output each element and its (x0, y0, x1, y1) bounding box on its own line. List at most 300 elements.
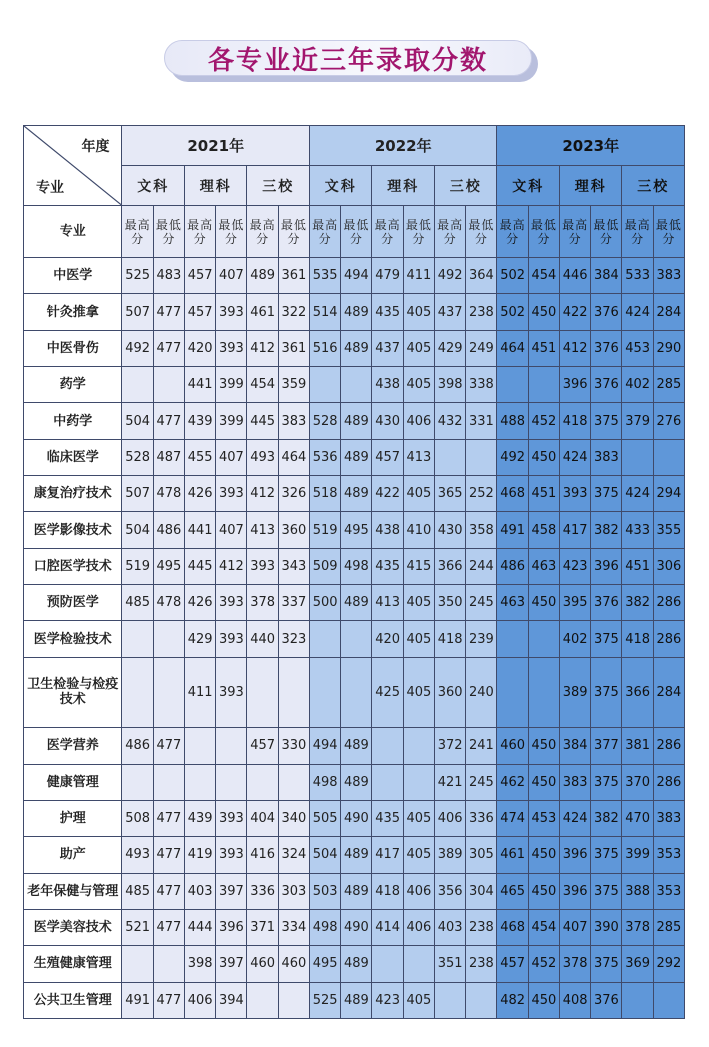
score-cell: 424 (559, 800, 590, 836)
score-cell: 376 (591, 585, 622, 621)
score-cell: 378 (622, 909, 653, 945)
type-header-2021-2: 三校 (247, 166, 310, 206)
major-name: 药学 (24, 367, 122, 403)
score-cell: 437 (372, 330, 403, 366)
score-cell: 337 (278, 585, 309, 621)
score-cell: 463 (528, 548, 559, 584)
score-cell: 245 (466, 764, 497, 800)
score-cell: 519 (309, 512, 340, 548)
score-cell: 494 (309, 728, 340, 764)
score-cell: 245 (466, 585, 497, 621)
table-row (24, 403, 685, 439)
score-cell: 461 (497, 837, 528, 873)
score-cell: 395 (559, 585, 590, 621)
score-cell: 402 (622, 367, 653, 403)
score-cell: 294 (653, 476, 684, 512)
score-cell: 406 (403, 873, 434, 909)
score-cell: 424 (559, 439, 590, 475)
score-cell: 322 (278, 294, 309, 330)
score-cell: 477 (153, 403, 184, 439)
score-cell: 417 (559, 512, 590, 548)
table-row (24, 548, 685, 584)
score-cell: 383 (559, 764, 590, 800)
score-cell: 413 (372, 585, 403, 621)
score-cell: 486 (122, 728, 153, 764)
score-cell (528, 367, 559, 403)
score-cell: 306 (653, 548, 684, 584)
score-cell: 452 (528, 403, 559, 439)
score-cell: 450 (528, 728, 559, 764)
score-cell: 370 (622, 764, 653, 800)
table-row (24, 294, 685, 330)
score-cell: 405 (403, 585, 434, 621)
score-cell: 468 (497, 476, 528, 512)
major-name: 医学美容技术 (24, 909, 122, 945)
score-cell: 533 (622, 258, 653, 294)
score-cell: 393 (559, 476, 590, 512)
score-cell: 375 (591, 946, 622, 982)
score-cell: 464 (278, 439, 309, 475)
score-cell (622, 439, 653, 475)
score-cell: 493 (122, 837, 153, 873)
score-cell (466, 982, 497, 1018)
score-cell: 403 (434, 909, 465, 945)
score-cell: 485 (122, 585, 153, 621)
score-cell: 402 (559, 621, 590, 657)
score-cell: 477 (153, 294, 184, 330)
score-cell: 405 (403, 800, 434, 836)
score-cell (309, 367, 340, 403)
score-cell: 457 (184, 294, 215, 330)
score-cell: 503 (309, 873, 340, 909)
min-score-header-2023-0: 最低分 (528, 206, 559, 258)
max-score-header-2023-1: 最高分 (559, 206, 590, 258)
table-row (24, 512, 685, 548)
score-cell: 375 (591, 873, 622, 909)
score-cell: 536 (309, 439, 340, 475)
score-cell: 498 (309, 909, 340, 945)
score-cell: 397 (216, 946, 247, 982)
max-score-header-2022-2: 最高分 (434, 206, 465, 258)
header-row-types (24, 166, 685, 206)
score-cell: 365 (434, 476, 465, 512)
score-cell (278, 657, 309, 727)
table-row (24, 330, 685, 366)
score-cell: 465 (497, 873, 528, 909)
score-cell: 334 (278, 909, 309, 945)
score-cell: 461 (247, 294, 278, 330)
score-cell: 412 (216, 548, 247, 584)
score-cell: 502 (497, 294, 528, 330)
major-name: 中药学 (24, 403, 122, 439)
score-cell: 491 (497, 512, 528, 548)
score-cell: 412 (247, 330, 278, 366)
score-cell: 489 (247, 258, 278, 294)
score-cell (341, 367, 372, 403)
score-cell (153, 764, 184, 800)
score-cell: 439 (184, 403, 215, 439)
score-cell: 417 (372, 837, 403, 873)
max-score-header-2021-2: 最高分 (247, 206, 278, 258)
score-cell: 518 (309, 476, 340, 512)
score-cell: 528 (309, 403, 340, 439)
score-cell: 323 (278, 621, 309, 657)
score-cell: 454 (247, 367, 278, 403)
major-name: 卫生检验与检疫技术 (24, 657, 122, 727)
score-cell: 450 (528, 585, 559, 621)
score-cell: 470 (622, 800, 653, 836)
score-cell: 418 (559, 403, 590, 439)
score-cell: 495 (341, 512, 372, 548)
score-cell: 238 (466, 909, 497, 945)
score-cell: 445 (247, 403, 278, 439)
score-cell: 435 (372, 800, 403, 836)
score-cell: 382 (591, 512, 622, 548)
score-cell: 463 (497, 585, 528, 621)
score-cell: 376 (591, 294, 622, 330)
major-name: 公共卫生管理 (24, 982, 122, 1018)
score-cell: 403 (184, 873, 215, 909)
score-cell: 453 (528, 800, 559, 836)
major-name: 护理 (24, 800, 122, 836)
score-cell: 507 (122, 294, 153, 330)
table-row (24, 476, 685, 512)
score-cell: 361 (278, 330, 309, 366)
major-column-header: 专业 (24, 206, 122, 258)
score-cell: 353 (653, 873, 684, 909)
score-cell (497, 657, 528, 727)
score-cell: 505 (309, 800, 340, 836)
major-name: 预防医学 (24, 585, 122, 621)
max-score-header-2021-0: 最高分 (122, 206, 153, 258)
score-cell: 460 (247, 946, 278, 982)
score-cell: 407 (216, 512, 247, 548)
score-cell: 429 (434, 330, 465, 366)
score-cell: 492 (434, 258, 465, 294)
score-cell: 397 (216, 873, 247, 909)
score-cell: 376 (591, 982, 622, 1018)
score-cell: 340 (278, 800, 309, 836)
score-cell: 454 (528, 258, 559, 294)
major-name: 中医骨伤 (24, 330, 122, 366)
score-cell: 457 (247, 728, 278, 764)
score-cell: 371 (247, 909, 278, 945)
admission-score-table (23, 125, 685, 1019)
score-cell: 336 (247, 873, 278, 909)
score-cell: 244 (466, 548, 497, 584)
score-cell: 390 (591, 909, 622, 945)
score-cell: 430 (434, 512, 465, 548)
score-cell: 477 (153, 873, 184, 909)
score-cell: 405 (403, 982, 434, 1018)
min-score-header-2021-1: 最低分 (216, 206, 247, 258)
table-row (24, 909, 685, 945)
score-cell: 438 (372, 512, 403, 548)
score-cell: 238 (466, 294, 497, 330)
header-row-scores (24, 206, 685, 258)
score-cell: 360 (278, 512, 309, 548)
score-cell: 286 (653, 621, 684, 657)
page-title: 各专业近三年录取分数 (207, 45, 488, 76)
score-cell: 451 (528, 330, 559, 366)
score-cell: 486 (153, 512, 184, 548)
score-cell (466, 439, 497, 475)
score-cell: 393 (216, 330, 247, 366)
title-pill (164, 40, 532, 76)
score-cell: 375 (591, 476, 622, 512)
score-cell: 290 (653, 330, 684, 366)
score-cell (653, 439, 684, 475)
score-cell: 444 (184, 909, 215, 945)
score-cell: 489 (341, 982, 372, 1018)
score-cell: 423 (372, 982, 403, 1018)
score-cell: 416 (247, 837, 278, 873)
score-cell: 493 (247, 439, 278, 475)
score-cell: 457 (184, 258, 215, 294)
score-cell (153, 621, 184, 657)
score-cell: 331 (466, 403, 497, 439)
score-cell: 504 (309, 837, 340, 873)
score-cell (153, 657, 184, 727)
score-cell: 393 (216, 837, 247, 873)
min-score-header-2023-2: 最低分 (653, 206, 684, 258)
year-header-2023: 2023年 (497, 126, 685, 166)
score-cell: 489 (341, 585, 372, 621)
score-cell: 426 (184, 585, 215, 621)
score-cell: 489 (341, 403, 372, 439)
score-cell: 350 (434, 585, 465, 621)
score-cell: 516 (309, 330, 340, 366)
score-cell (216, 728, 247, 764)
table-row (24, 764, 685, 800)
score-cell: 460 (278, 946, 309, 982)
score-cell: 424 (622, 294, 653, 330)
score-cell: 422 (559, 294, 590, 330)
score-cell: 418 (372, 873, 403, 909)
table-row (24, 258, 685, 294)
score-cell (497, 367, 528, 403)
table-row (24, 367, 685, 403)
score-cell: 478 (153, 476, 184, 512)
score-cell: 492 (497, 439, 528, 475)
major-name: 针灸推拿 (24, 294, 122, 330)
table-row (24, 946, 685, 982)
score-cell: 384 (591, 258, 622, 294)
score-cell: 393 (216, 476, 247, 512)
score-cell: 477 (153, 330, 184, 366)
score-cell: 489 (341, 330, 372, 366)
score-cell (403, 728, 434, 764)
score-cell: 525 (309, 982, 340, 1018)
score-cell: 468 (497, 909, 528, 945)
score-cell: 355 (653, 512, 684, 548)
score-cell: 424 (622, 476, 653, 512)
score-cell: 413 (403, 439, 434, 475)
score-cell: 489 (341, 294, 372, 330)
score-cell: 491 (122, 982, 153, 1018)
type-header-2021-0: 文科 (122, 166, 185, 206)
major-name: 口腔医学技术 (24, 548, 122, 584)
score-cell: 422 (372, 476, 403, 512)
table-row (24, 621, 685, 657)
type-header-2021-1: 理科 (184, 166, 247, 206)
score-cell: 489 (341, 764, 372, 800)
corner-major-label: 专业 (36, 180, 64, 196)
score-cell: 393 (216, 585, 247, 621)
min-score-header-2021-0: 最低分 (153, 206, 184, 258)
type-header-2023-2: 三校 (622, 166, 685, 206)
score-cell: 407 (216, 258, 247, 294)
score-cell: 383 (591, 439, 622, 475)
score-cell: 418 (622, 621, 653, 657)
score-cell: 358 (466, 512, 497, 548)
max-score-header-2023-0: 最高分 (497, 206, 528, 258)
min-score-header-2021-2: 最低分 (278, 206, 309, 258)
score-cell: 418 (434, 621, 465, 657)
score-cell: 450 (528, 764, 559, 800)
table-row (24, 439, 685, 475)
score-cell: 381 (622, 728, 653, 764)
major-name: 医学影像技术 (24, 512, 122, 548)
score-cell (309, 621, 340, 657)
score-cell: 406 (403, 403, 434, 439)
score-cell: 405 (403, 294, 434, 330)
score-cell: 414 (372, 909, 403, 945)
score-cell: 492 (122, 330, 153, 366)
major-name: 医学检验技术 (24, 621, 122, 657)
score-cell: 508 (122, 800, 153, 836)
score-cell: 240 (466, 657, 497, 727)
score-cell (122, 657, 153, 727)
major-name: 康复治疗技术 (24, 476, 122, 512)
score-cell: 326 (278, 476, 309, 512)
score-cell: 426 (184, 476, 215, 512)
score-cell: 384 (559, 728, 590, 764)
score-cell: 455 (184, 439, 215, 475)
score-cell: 375 (591, 837, 622, 873)
score-cell (434, 439, 465, 475)
score-cell: 379 (622, 403, 653, 439)
score-cell: 494 (341, 258, 372, 294)
major-name: 中医学 (24, 258, 122, 294)
table-row (24, 585, 685, 621)
score-cell: 393 (216, 294, 247, 330)
score-cell: 412 (559, 330, 590, 366)
score-cell: 519 (122, 548, 153, 584)
score-cell: 396 (216, 909, 247, 945)
score-cell: 489 (341, 946, 372, 982)
score-cell: 486 (497, 548, 528, 584)
score-cell: 502 (497, 258, 528, 294)
score-cell: 407 (216, 439, 247, 475)
score-cell: 432 (434, 403, 465, 439)
score-cell: 490 (341, 800, 372, 836)
table-row (24, 800, 685, 836)
score-cell: 405 (403, 330, 434, 366)
major-name: 临床医学 (24, 439, 122, 475)
score-cell: 405 (403, 837, 434, 873)
score-cell: 356 (434, 873, 465, 909)
score-cell (497, 621, 528, 657)
score-cell: 489 (341, 837, 372, 873)
score-cell (122, 621, 153, 657)
year-header-2021: 2021年 (122, 126, 310, 166)
score-cell: 438 (372, 367, 403, 403)
score-cell: 500 (309, 585, 340, 621)
score-cell: 366 (434, 548, 465, 584)
score-cell: 435 (372, 548, 403, 584)
score-cell: 460 (497, 728, 528, 764)
max-score-header-2022-1: 最高分 (372, 206, 403, 258)
score-cell: 489 (341, 439, 372, 475)
major-name: 健康管理 (24, 764, 122, 800)
score-cell (122, 946, 153, 982)
score-cell: 477 (153, 982, 184, 1018)
score-cell (341, 621, 372, 657)
score-cell: 408 (559, 982, 590, 1018)
score-cell: 412 (247, 476, 278, 512)
score-cell: 351 (434, 946, 465, 982)
score-cell: 399 (622, 837, 653, 873)
major-name: 生殖健康管理 (24, 946, 122, 982)
corner-year-label: 年度 (81, 139, 110, 155)
score-cell: 396 (591, 548, 622, 584)
score-cell: 457 (497, 946, 528, 982)
score-cell: 487 (153, 439, 184, 475)
type-header-2022-1: 理科 (372, 166, 435, 206)
score-cell: 477 (153, 909, 184, 945)
score-cell: 389 (434, 837, 465, 873)
score-cell (278, 982, 309, 1018)
score-cell: 396 (559, 367, 590, 403)
score-cell: 420 (184, 330, 215, 366)
score-cell (122, 764, 153, 800)
score-cell (622, 982, 653, 1018)
score-cell: 284 (653, 294, 684, 330)
score-cell: 453 (622, 330, 653, 366)
score-cell: 286 (653, 585, 684, 621)
score-cell: 399 (216, 403, 247, 439)
score-cell (434, 982, 465, 1018)
score-cell: 451 (528, 476, 559, 512)
score-cell: 406 (184, 982, 215, 1018)
score-cell: 488 (497, 403, 528, 439)
score-cell: 450 (528, 294, 559, 330)
score-cell: 330 (278, 728, 309, 764)
score-cell: 450 (528, 837, 559, 873)
score-cell: 457 (372, 439, 403, 475)
score-cell: 509 (309, 548, 340, 584)
score-cell: 405 (403, 367, 434, 403)
score-cell: 454 (528, 909, 559, 945)
score-cell: 284 (653, 657, 684, 727)
score-cell: 375 (591, 403, 622, 439)
score-cell: 376 (591, 330, 622, 366)
score-cell: 462 (497, 764, 528, 800)
score-cell: 383 (653, 800, 684, 836)
score-cell (153, 367, 184, 403)
score-cell: 413 (247, 512, 278, 548)
score-cell: 464 (497, 330, 528, 366)
score-cell: 411 (403, 258, 434, 294)
score-cell: 437 (434, 294, 465, 330)
title-banner (164, 40, 540, 82)
score-cell: 477 (153, 728, 184, 764)
score-cell: 361 (278, 258, 309, 294)
table-row (24, 982, 685, 1018)
score-cell: 398 (434, 367, 465, 403)
score-cell (216, 764, 247, 800)
